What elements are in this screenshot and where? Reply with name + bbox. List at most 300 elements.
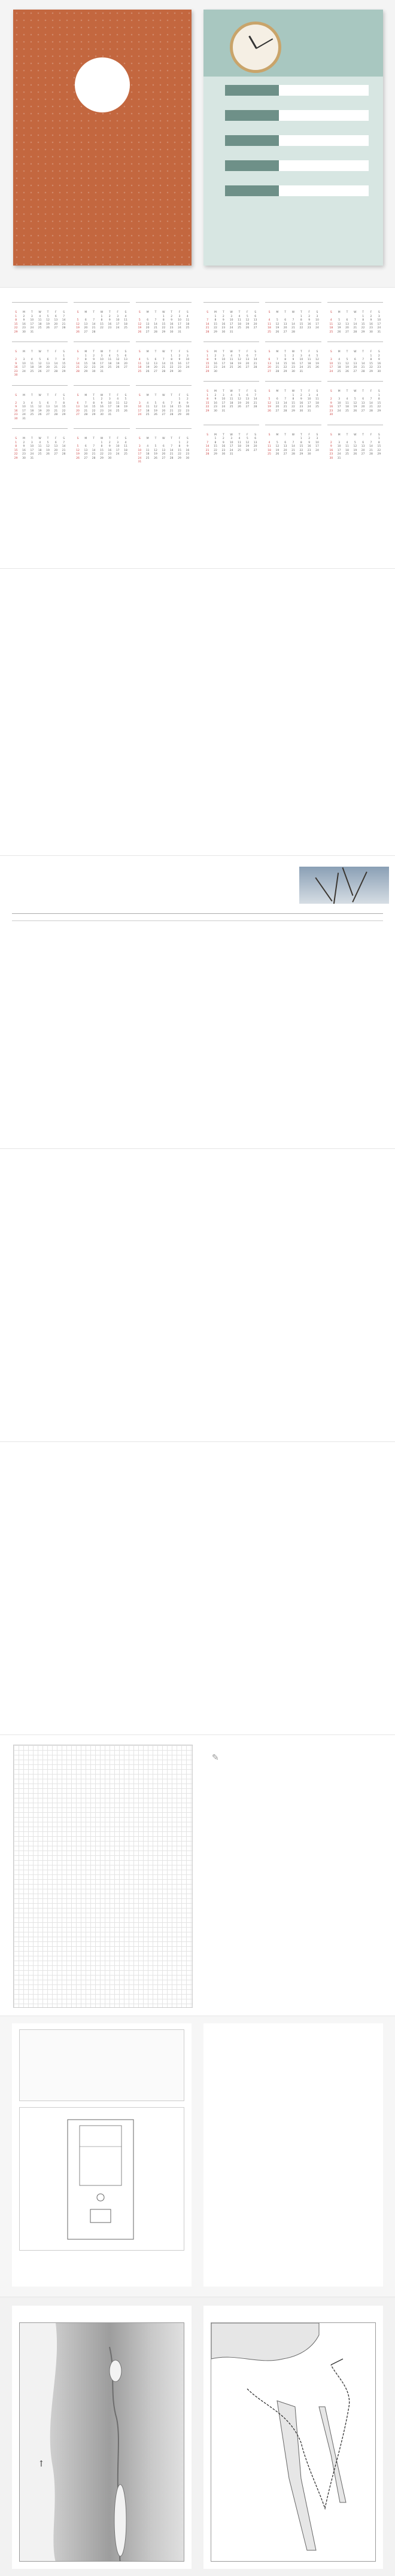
weekday-label: S	[378, 390, 380, 393]
day-number: 31	[30, 330, 34, 334]
weekday-label: M	[276, 350, 279, 353]
day-number: 16	[169, 322, 174, 326]
weekday-label: T	[31, 311, 33, 314]
owner-field[interactable]	[225, 110, 369, 121]
weekly-right-page	[206, 1156, 389, 1431]
day-number: 27	[84, 456, 88, 460]
day-number: 12	[145, 362, 150, 365]
month-heading	[136, 344, 192, 350]
day-number: 30	[377, 370, 381, 373]
day-number: 9	[186, 401, 189, 405]
owner-field[interactable]	[225, 135, 369, 146]
day-number: 25	[345, 453, 349, 456]
month-block	[203, 425, 259, 461]
day-number: 6	[246, 354, 248, 358]
weekday-label: S	[138, 350, 141, 353]
day-number: 16	[214, 362, 217, 365]
day-number: 3	[300, 354, 302, 358]
day-number: 25	[268, 453, 271, 456]
weekday-label: F	[308, 311, 310, 314]
weekday-label: S	[206, 350, 209, 353]
day-number: 16	[214, 401, 217, 405]
day-number: 2	[178, 354, 181, 358]
day-number: 10	[22, 362, 26, 365]
day-number: 23	[214, 406, 217, 408]
month-heading	[74, 431, 129, 437]
weekday-label: W	[230, 350, 233, 353]
day-number: 21	[353, 327, 357, 330]
day-number: 11	[124, 319, 127, 322]
day-number: 14	[92, 322, 96, 326]
day-number: 6	[47, 358, 49, 361]
day-number: 26	[315, 366, 319, 369]
inner-cover	[203, 10, 383, 266]
day-number: 6	[162, 445, 165, 448]
weekday-label: S	[254, 311, 257, 314]
month-days	[265, 390, 321, 413]
month-heading	[74, 344, 129, 350]
day-number: 15	[178, 449, 181, 452]
day-number: 7	[254, 394, 257, 397]
day-number: 10	[315, 441, 319, 444]
day-number: 20	[84, 327, 88, 330]
day-number: 28	[369, 409, 373, 413]
day-number: 12	[245, 319, 250, 322]
day-number: 1	[284, 354, 287, 358]
day-number: 27	[145, 330, 150, 334]
day-number: 23	[221, 449, 226, 452]
day-number: 28	[291, 330, 295, 334]
day-number: 25	[307, 366, 311, 369]
day-number: 8	[15, 319, 17, 322]
day-number: 11	[38, 319, 42, 322]
day-number: 29	[361, 330, 365, 334]
day-number: 1	[206, 354, 209, 358]
day-number: 25	[229, 406, 233, 408]
month-heading	[265, 383, 321, 390]
day-number: 15	[169, 362, 174, 365]
weekday-label: S	[206, 390, 209, 393]
day-number: 8	[93, 401, 95, 405]
weekday-label: T	[47, 311, 49, 314]
day-number: 8	[378, 398, 380, 401]
day-number: 19	[154, 453, 157, 456]
day-number: 14	[84, 406, 88, 408]
day-number: 6	[354, 358, 356, 361]
day-number: 18	[38, 322, 42, 326]
weekday-label: S	[316, 433, 318, 437]
weekday-label: M	[23, 437, 25, 440]
day-number: 28	[62, 327, 66, 330]
day-number: 29	[214, 330, 217, 334]
day-number: 18	[315, 401, 319, 405]
weekday-label: T	[108, 437, 111, 440]
day-number: 17	[116, 449, 120, 452]
day-number: 6	[54, 441, 57, 444]
weekday-label: F	[370, 350, 372, 353]
day-number: 14	[253, 398, 257, 401]
day-number: 3	[31, 441, 33, 444]
day-number: 13	[253, 319, 257, 322]
day-number: 20	[46, 409, 50, 413]
day-number: 7	[63, 315, 65, 318]
yearly-calendars	[0, 287, 395, 568]
day-number: 13	[361, 401, 365, 405]
day-number: 1	[63, 354, 65, 358]
day-number: 23	[329, 409, 333, 413]
month-block	[203, 302, 259, 334]
month-block	[265, 381, 321, 417]
day-number: 9	[178, 358, 181, 361]
weekday-label: T	[93, 437, 95, 440]
day-number: 6	[47, 401, 49, 405]
day-number: 4	[117, 398, 119, 401]
weekday-label: T	[222, 433, 224, 437]
weekday-label: W	[100, 311, 104, 314]
day-number: 14	[162, 362, 166, 365]
day-number: 17	[178, 322, 181, 326]
day-number: 9	[171, 319, 173, 322]
day-number: 24	[377, 327, 381, 330]
day-number: 12	[154, 406, 157, 408]
day-number: 20	[54, 449, 58, 452]
day-number: 5	[268, 398, 271, 401]
day-number: 12	[337, 322, 341, 326]
day-number: 20	[253, 445, 257, 448]
day-number: 6	[84, 445, 87, 448]
day-number: 15	[92, 406, 96, 408]
month-days	[203, 434, 259, 457]
day-number: 4	[338, 358, 341, 361]
weekday-label: M	[214, 390, 217, 393]
day-number: 3	[186, 354, 189, 358]
day-number: 17	[30, 449, 34, 452]
day-number: 5	[276, 441, 278, 444]
day-number: 10	[299, 358, 303, 361]
month-heading	[327, 304, 383, 311]
day-number: 21	[275, 366, 279, 369]
day-number: 3	[222, 354, 224, 358]
day-number: 24	[329, 370, 333, 373]
owner-field[interactable]	[225, 160, 369, 171]
weekly-right-page	[206, 1449, 389, 1724]
day-number: 16	[22, 449, 26, 452]
day-number: 12	[138, 322, 142, 326]
day-number: 5	[316, 354, 318, 358]
month-days	[265, 434, 321, 457]
day-number: 2	[108, 315, 111, 318]
day-number: 23	[186, 409, 190, 413]
day-number: 13	[162, 449, 166, 452]
day-number: 4	[316, 394, 318, 397]
day-number: 25	[38, 453, 42, 456]
day-number: 2	[308, 437, 311, 440]
weekday-label: S	[254, 350, 257, 353]
day-number: 20	[283, 449, 287, 452]
day-number: 1	[101, 441, 103, 444]
month-days	[203, 350, 259, 374]
weekday-label: S	[63, 394, 65, 397]
weekday-label: M	[146, 394, 149, 397]
day-number: 21	[253, 362, 257, 365]
day-number: 31	[100, 370, 104, 373]
day-number: 12	[154, 449, 157, 452]
weekday-label: T	[47, 394, 49, 397]
day-number: 19	[353, 449, 357, 452]
day-number: 1	[214, 315, 217, 318]
weekly-left-page	[7, 1449, 190, 1724]
weekday-label: T	[346, 350, 348, 353]
day-number: 11	[116, 401, 120, 405]
tabernacle-diagram	[19, 2107, 184, 2251]
day-number: 23	[108, 453, 112, 456]
day-number: 8	[300, 319, 302, 322]
day-number: 25	[30, 413, 34, 416]
day-number: 27	[253, 449, 257, 452]
weekday-label: S	[63, 350, 65, 353]
weekday-label: M	[214, 311, 217, 314]
day-number: 3	[117, 441, 119, 444]
day-number: 15	[178, 406, 181, 408]
day-number: 28	[361, 370, 365, 373]
weekday-label: T	[47, 350, 49, 353]
day-number: 19	[315, 362, 319, 365]
day-number: 11	[345, 401, 349, 405]
day-number: 31	[108, 413, 112, 416]
weekday-label: W	[230, 390, 233, 393]
day-number: 22	[205, 366, 209, 369]
day-number: 19	[337, 327, 341, 330]
weekday-label: S	[330, 390, 332, 393]
day-number: 27	[361, 409, 365, 413]
day-number: 30	[92, 370, 96, 373]
day-number: 22	[92, 409, 96, 413]
day-number: 18	[124, 449, 127, 452]
weekday-label: S	[254, 390, 257, 393]
weekday-label: F	[117, 350, 118, 353]
day-number: 2	[330, 398, 332, 401]
day-number: 21	[62, 449, 66, 452]
day-number: 1	[101, 315, 103, 318]
day-number: 28	[275, 370, 279, 373]
day-number: 19	[138, 327, 142, 330]
day-number: 15	[214, 445, 217, 448]
day-number: 25	[337, 370, 341, 373]
day-number: 18	[238, 445, 241, 448]
day-number: 13	[124, 358, 127, 361]
day-number: 18	[229, 401, 233, 405]
day-number: 14	[154, 322, 157, 326]
day-number: 18	[108, 362, 112, 365]
day-number: 4	[39, 441, 41, 444]
day-number: 10	[221, 358, 226, 361]
day-number: 18	[229, 362, 233, 365]
day-number: 25	[268, 330, 271, 334]
day-number: 9	[108, 319, 111, 322]
day-number: 14	[369, 445, 373, 448]
day-number: 18	[268, 449, 271, 452]
weekday-label: M	[84, 394, 87, 397]
day-number: 13	[84, 449, 88, 452]
day-number: 30	[291, 370, 295, 373]
day-number: 26	[38, 413, 42, 416]
day-number: 2	[93, 354, 95, 358]
day-number: 9	[222, 319, 224, 322]
day-number: 23	[108, 327, 112, 330]
day-number: 7	[276, 358, 278, 361]
owner-field[interactable]	[225, 185, 369, 196]
day-number: 23	[369, 327, 373, 330]
day-number: 14	[205, 322, 209, 326]
day-number: 3	[138, 401, 141, 405]
day-number: 20	[162, 409, 166, 413]
day-number: 1	[362, 315, 364, 318]
day-number: 8	[300, 441, 302, 444]
day-number: 11	[138, 362, 142, 365]
day-number: 14	[253, 358, 257, 361]
day-number: 25	[108, 366, 112, 369]
day-number: 20	[54, 322, 58, 326]
day-number: 22	[62, 409, 66, 413]
day-number: 7	[354, 319, 356, 322]
day-number: 31	[138, 461, 142, 464]
weekday-label: T	[346, 390, 348, 393]
day-number: 15	[62, 406, 66, 408]
day-number: 24	[30, 327, 34, 330]
day-number: 3	[378, 315, 380, 318]
day-number: 13	[154, 362, 157, 365]
day-number: 16	[221, 322, 226, 326]
weekday-label: S	[316, 311, 318, 314]
day-number: 28	[205, 330, 209, 334]
day-number: 4	[268, 319, 271, 322]
weekday-label: F	[178, 437, 181, 440]
month-block	[136, 302, 192, 334]
day-number: 26	[268, 409, 271, 413]
day-number: 21	[62, 322, 66, 326]
day-number: 16	[14, 409, 18, 413]
day-number: 9	[308, 441, 311, 444]
day-number: 1	[162, 315, 165, 318]
month-heading	[203, 383, 259, 390]
weekday-label: W	[100, 350, 104, 353]
day-number: 26	[138, 330, 142, 334]
day-number: 21	[84, 409, 88, 413]
day-number: 8	[63, 401, 65, 405]
day-number: 3	[117, 315, 119, 318]
day-number: 24	[315, 327, 319, 330]
day-number: 12	[124, 401, 127, 405]
day-number: 21	[283, 406, 287, 408]
weekday-label: T	[154, 394, 157, 397]
weekday-label: F	[370, 390, 372, 393]
weekday-label: S	[330, 350, 332, 353]
day-number: 28	[353, 330, 357, 334]
day-number: 17	[22, 409, 26, 413]
day-number: 26	[353, 409, 357, 413]
day-number: 17	[229, 322, 233, 326]
day-number: 10	[116, 445, 120, 448]
day-number: 11	[30, 362, 34, 365]
day-number: 22	[100, 453, 104, 456]
day-number: 9	[108, 445, 111, 448]
day-number: 12	[275, 445, 279, 448]
day-number: 26	[46, 453, 50, 456]
day-number: 5	[39, 358, 41, 361]
weekday-label: S	[330, 433, 332, 437]
events-title-spacer	[209, 581, 383, 594]
day-number: 7	[93, 445, 95, 448]
weekday-label: F	[55, 350, 57, 353]
day-number: 25	[315, 406, 319, 408]
day-number: 10	[221, 398, 226, 401]
weekday-label: S	[254, 433, 257, 437]
day-number: 17	[337, 406, 341, 408]
owner-field[interactable]	[225, 85, 369, 96]
day-number: 21	[92, 327, 96, 330]
day-number: 1	[178, 398, 181, 401]
day-number: 18	[186, 322, 190, 326]
weekday-label: T	[362, 350, 364, 353]
day-number: 21	[205, 449, 209, 452]
clock-icon	[230, 22, 281, 73]
day-number: 22	[369, 366, 373, 369]
day-number: 6	[268, 358, 271, 361]
day-number: 8	[84, 358, 87, 361]
day-number: 9	[308, 319, 311, 322]
day-number: 5	[47, 441, 49, 444]
day-number: 17	[116, 322, 120, 326]
day-number: 8	[206, 358, 209, 361]
weekday-label: M	[338, 433, 341, 437]
day-number: 4	[308, 354, 311, 358]
day-number: 2	[292, 354, 294, 358]
day-number: 4	[31, 358, 33, 361]
day-number: 16	[221, 445, 226, 448]
weekday-label: T	[300, 311, 302, 314]
month-heading	[327, 427, 383, 434]
weekly-spread-1	[0, 1148, 395, 1441]
day-number: 26	[345, 370, 349, 373]
month-days	[327, 350, 383, 374]
day-number: 30	[100, 413, 104, 416]
day-number: 27	[345, 330, 349, 334]
publisher-logo-icon: ✎	[212, 1753, 219, 1763]
day-number: 14	[361, 362, 365, 365]
day-number: 14	[62, 445, 66, 448]
weekday-label: T	[346, 311, 348, 314]
day-number: 1	[15, 441, 17, 444]
month-block	[327, 381, 383, 417]
weekday-label: M	[84, 437, 87, 440]
day-number: 5	[47, 315, 49, 318]
day-number: 24	[186, 366, 190, 369]
palestine-map-page	[12, 2306, 192, 2569]
day-number: 21	[54, 366, 58, 369]
day-number: 21	[291, 449, 295, 452]
day-number: 11	[186, 319, 190, 322]
day-number: 18	[30, 409, 34, 413]
weekday-label: W	[38, 394, 41, 397]
day-number: 8	[101, 319, 103, 322]
weekday-label: T	[238, 390, 241, 393]
day-number: 13	[268, 362, 271, 365]
owner-fields	[225, 85, 369, 211]
day-number: 24	[307, 406, 311, 408]
day-number: 20	[162, 453, 166, 456]
day-number: 24	[221, 406, 226, 408]
day-number: 7	[206, 441, 209, 444]
